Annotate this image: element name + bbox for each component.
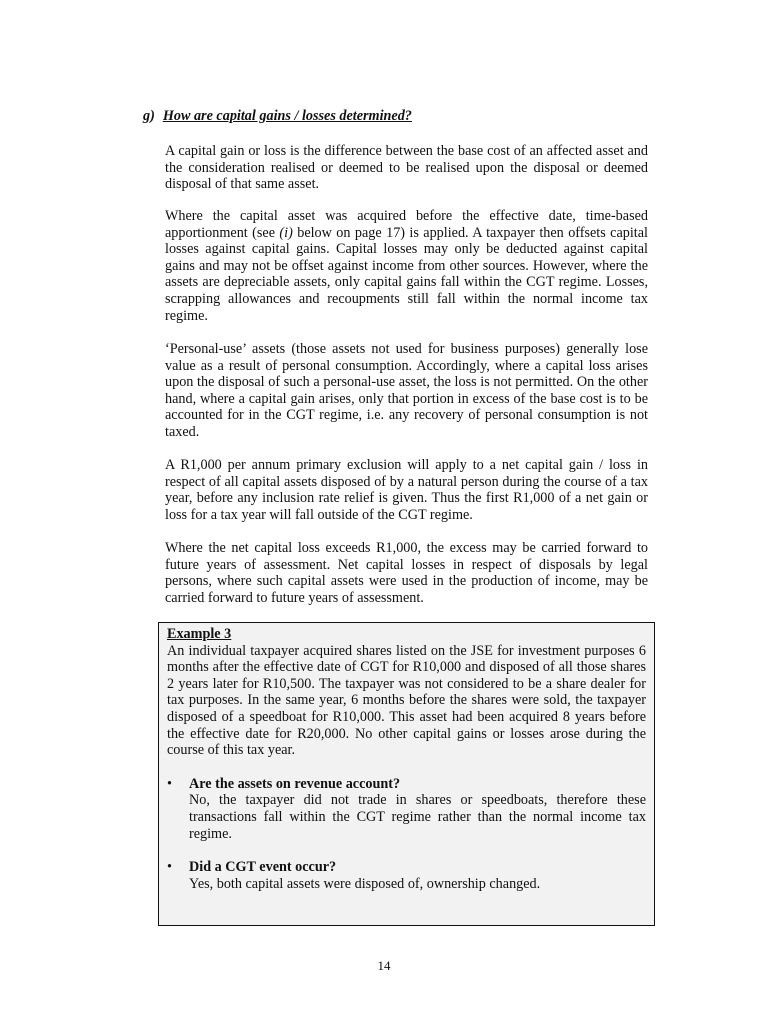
section-heading [143,108,412,125]
paragraph-primary-exclusion: A R1,000 per annum primary exclusion will apply to a net capital gain / loss in respect of all capital assets disposed of by a natural person during the course of a tax year, before any inclusion rate relief is given. Thus the first R1,000 of a net gain or loss for a tax year will fall outside of the CGT regime. [165,457,648,523]
paragraph-apportionment [165,208,648,324]
cross-reference: (i) [279,224,293,241]
bullet-answer: Yes, both capital assets were disposed of, ownership changed. [189,875,541,892]
bullet-icon: • [167,859,172,876]
bullet-question: Did a CGT event occur? [189,859,337,876]
paragraph-carry-forward: Where the net capital loss exceeds R1,000, the excess may be carried forward to future years of assessment. Net capital losses in respect of disposals by legal persons, where such capital assets were used in the production of income, may be carried forward to future years of assessment. [165,540,648,606]
example-title: Example 3 [167,626,232,642]
bullet-question: Are the assets on revenue account? [189,775,401,792]
bullet-answer: No, the taxpayer did not trade in shares or speedboats, therefore these transactions fall within the CGT regime rather than the normal income tax regime. [189,792,646,842]
example-box [158,622,655,926]
paragraph-personal-use: ‘Personal-use’ assets (those assets not used for business purposes) generally lose value as a result of personal consumption. Accordingly, where a capital loss arises upon the disposal of such a personal-use asset, the loss is not permitted. On the other hand, where a capital gain arises, only that portion in excess of the base cost is to be accounted for in the CGT regime, i.e. any recovery of personal consumption is not taxed. [165,341,648,440]
section-letter: g) [143,108,155,124]
bullet-icon: • [167,775,172,792]
example-body: An individual taxpayer acquired shares listed on the JSE for investment purposes 6 months after the effective date of CGT for R10,000 and disposed of all those shares 2 years later for R10,500. The taxpayer was not considered to be a share dealer for tax purposes. In the same year, 6 months before the shares were sold, the taxpayer disposed of a speedboat for R10,000. This asset had been acquired 8 years before the effective date for R20,000. No other capital gains or losses arose during the course of this tax year. [167,642,646,759]
example-bullet-list [167,776,646,893]
paragraph-apportionment-start: Where the capital asset was acquired before the effective date, time-based apportionment (see [165,208,648,241]
section-title: How are capital gains / losses determined? [162,108,412,124]
paragraph-apportionment-end: below on page 17) is applied. A taxpayer then offsets capital losses against capital gains. Capital losses may only be deducted against capital gains and may not be offset against income from other sources. However, where the assets are depreciable assets, only capital gains fall within the CGT regime. Losses, scrapping allowances and recoupments still fall within the normal income tax regime. [165,224,648,324]
paragraph-definition: A capital gain or loss is the difference between the base cost of an affected asset and the consideration realised or deemed to be realised upon the disposal or deemed disposal of that same asset. [165,143,648,193]
list-item [167,859,646,892]
list-item [167,776,646,842]
page-number: 14 [377,958,391,973]
